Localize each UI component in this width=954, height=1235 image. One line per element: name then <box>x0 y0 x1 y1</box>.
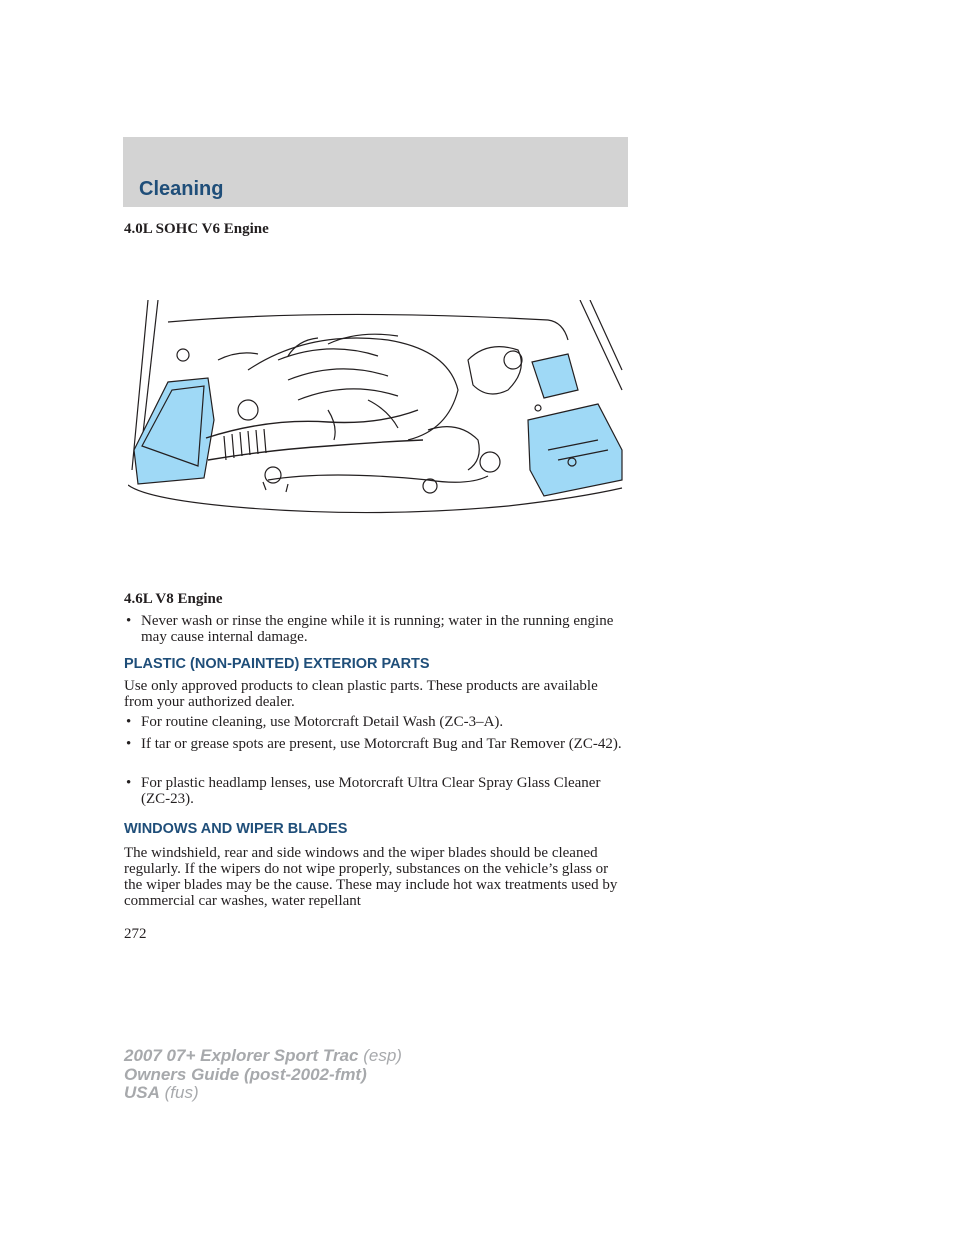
section-header-band <box>123 137 628 207</box>
footer-line-1: 2007 07+ Explorer Sport Trac (esp) <box>124 1046 402 1065</box>
bullet-text: For plastic headlamp lenses, use Motorcraft Ultra Clear Spray Glass Cleaner (ZC-23). <box>141 775 601 807</box>
heading-plastic-parts: PLASTIC (NON-PAINTED) EXTERIOR PARTS <box>124 656 430 672</box>
document-footer <box>124 1047 402 1103</box>
footer-line-3: USA (fus) <box>124 1083 199 1102</box>
footer-line-2: Owners Guide (post-2002-fmt) <box>124 1064 367 1084</box>
plastic-intro-paragraph: Use only approved products to clean plastic parts. These products are available from your authorized dealer. <box>124 678 598 710</box>
engine-warning-bullet <box>124 613 629 647</box>
bullet-text: Never wash or rinse the engine while it is running; water in the running engine may cause internal damage. <box>141 613 614 645</box>
bullet-dot: • <box>126 613 132 629</box>
bullet-dot: • <box>126 736 132 752</box>
bullet-dot: • <box>126 775 132 791</box>
section-title: Cleaning <box>139 178 224 200</box>
page-number: 272 <box>124 926 147 942</box>
caption-v6-engine: 4.0L SOHC V6 Engine <box>124 221 269 237</box>
engine-compartment-illustration <box>128 300 624 520</box>
caption-v8-engine: 4.6L V8 Engine <box>124 591 223 607</box>
bullet-dot: • <box>126 714 132 730</box>
heading-windows-wipers: WINDOWS AND WIPER BLADES <box>124 821 348 837</box>
bullet-text: For routine cleaning, use Motorcraft Detail Wash (ZC-3–A). <box>141 714 504 730</box>
air-filter-box <box>134 378 214 484</box>
windows-paragraph: The windshield, rear and side windows and the wiper blades should be cleaned regularly. If the wipers do not wipe properly, substances on the vehicle’s glass or the wiper blades may be the cause. These may include hot wax treatments used by commercial car washes, water repellant <box>124 845 618 909</box>
power-distribution-box <box>532 354 578 398</box>
bullet-text: If tar or grease spots are present, use Motorcraft Bug and Tar Remover (ZC-42). <box>141 736 622 752</box>
